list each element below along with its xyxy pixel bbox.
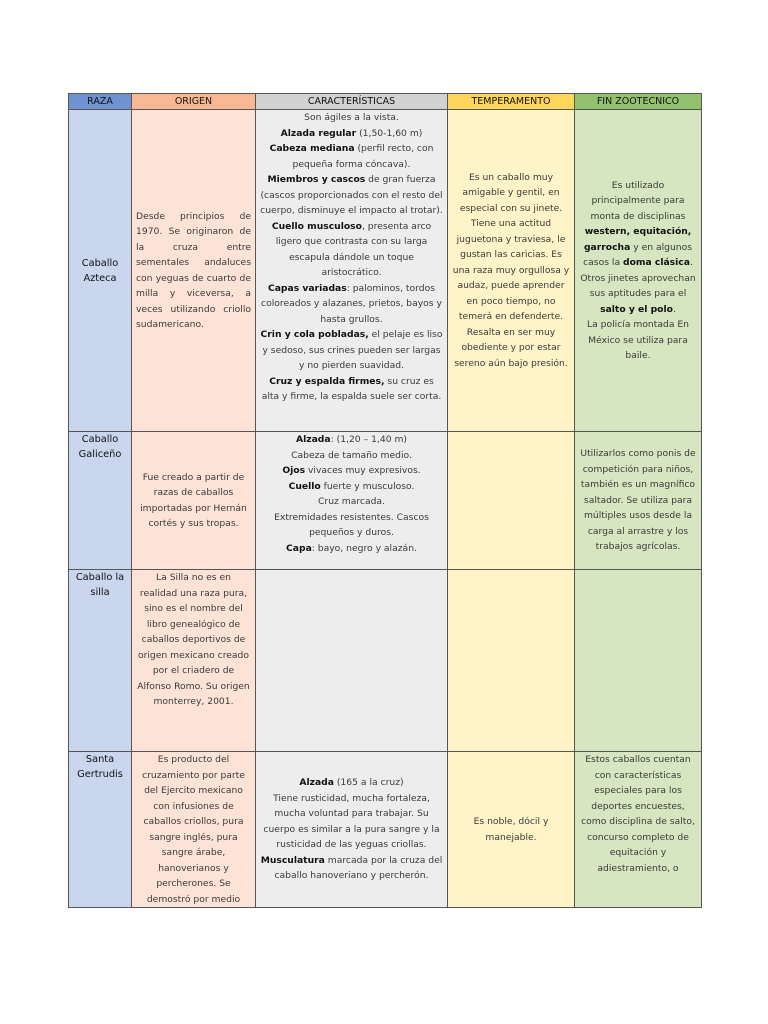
raza-cell [69, 752, 132, 908]
raza-name: Caballo la silla [75, 572, 125, 598]
car-cuello-key: Cuello musculoso [271, 220, 362, 232]
car-alzada-value: (165 a la cruz) [333, 777, 404, 789]
temperamento-cell [448, 570, 575, 752]
table-row [69, 752, 702, 908]
header-raza: RAZA [69, 94, 132, 110]
car-musculatura-value: marcada por la cruza del caballo hanoveriano y percherón. [274, 854, 443, 882]
fin-keyword: western, equitación, garrocha [583, 226, 692, 253]
header-temperamento: TEMPERAMENTO [448, 94, 575, 110]
caracteristicas-cell [256, 570, 448, 752]
car-intro: Son ágiles a la vista. [304, 112, 399, 123]
car-ojos-value: vivaces muy expresivos. [305, 465, 421, 476]
temperamento-cell [448, 752, 575, 908]
raza-cell [69, 432, 132, 570]
origen-text: Es producto del cruzamiento por parte del Ejercito mexicano con infusiones de caballos criollos, pura sangre inglés, pura sangre árabe, hanoverianos y percherones. Se demostró por medio [142, 754, 245, 905]
origen-cell [132, 752, 256, 908]
car-alzada-key: Alzada regular [280, 127, 357, 139]
fin-cell [575, 570, 702, 752]
car-miembros-key: Miembros y cascos [267, 174, 366, 185]
car-extremidades: Extremidades resistentes. Cascos pequeños y duros. [274, 511, 429, 538]
car-cuello-value: fuerte y musculoso. [320, 480, 415, 492]
car-cuello-value: , presenta arco ligero que contrasta con su larga escapula dándole un toque aristocrático. [275, 220, 432, 278]
header-origen: ORIGEN [132, 94, 256, 110]
caracteristicas-cell [256, 752, 448, 908]
car-cuello-key: Cuello [288, 480, 321, 492]
origen-cell [132, 432, 256, 570]
car-capa-value: : bayo, negro y alazán. [311, 542, 417, 554]
car-capa-key: Capa [286, 542, 312, 554]
origen-cell [132, 570, 256, 752]
car-crin-value: el pelaje es liso y sedoso, sus crines pueden ser largas y no pierden suavidad. [262, 329, 443, 371]
car-capas-key: Capas variadas [267, 282, 347, 294]
fin-cell [575, 432, 702, 570]
table-row [69, 110, 702, 432]
car-musculatura-key: Musculatura [260, 854, 325, 866]
header-fin-zootecnico: FIN ZOOTECNICO [575, 94, 702, 110]
car-miembros-value: de gran fuerza (cascos proporcionados con el resto del cuerpo, disminuye el impacto al trotar). [260, 174, 443, 216]
fin-text: Utilizarlos como ponis de competición para niños, también es un magnífico saltador. Se utiliza para múltiples usos desde la carga al arrastre y los trabajos agrícolas. [580, 448, 696, 553]
raza-cell [69, 570, 132, 752]
header-row [69, 94, 702, 110]
car-cruz-key: Cruz y espalda firmes, [269, 375, 385, 387]
fin-text: La policía montada En México se utiliza para baile. [586, 319, 690, 361]
fin-keyword: doma clásica [623, 257, 690, 268]
raza-cell [69, 110, 132, 432]
car-alzada-value: (1,50-1,60 m) [356, 127, 423, 139]
caracteristicas-cell [256, 110, 448, 432]
table-row [69, 570, 702, 752]
origen-cell [132, 110, 256, 432]
temperamento-cell [448, 110, 575, 432]
car-texto: Tiene rusticidad, mucha fortaleza, mucha voluntad para trabajar. Su cuerpo es similar a la pura sangre y la rusticidad de las yeguas criollas. [263, 792, 440, 851]
temperamento-cell [448, 432, 575, 570]
car-crin-key: Crin y cola pobladas, [260, 329, 369, 340]
car-cruz-value: su cruz es alta y firme, la espalda suele ser corta. [261, 375, 442, 402]
car-cruz: Cruz marcada. [318, 496, 385, 507]
fin-text: . [672, 303, 676, 315]
car-alzada-key: Alzada [296, 434, 331, 445]
car-cabeza-key: Cabeza mediana [269, 143, 355, 154]
origen-text: Desde principios de 1970. Se originaron de la cruza entre sementales andaluces con yeguas de cuarto de milla y viceversa, a veces utilizando criollo sudamericano. [136, 210, 251, 330]
car-alzada-key: Alzada [299, 777, 334, 789]
raza-name: Caballo Azteca [81, 257, 119, 284]
fin-text: Es utilizado principalmente para monta de disciplinas [590, 179, 686, 222]
fin-text: y en algunos casos la [583, 241, 693, 268]
raza-name: Caballo Galiceño [78, 434, 122, 460]
car-cabeza: Cabeza de tamaño medio. [291, 449, 412, 461]
car-cabeza-value: (perfil recto, con pequeña forma cóncava). [292, 143, 434, 170]
raza-name: Santa Gertrudis [77, 754, 123, 780]
fin-text: . Otros jinetes aprovechan sus aptitudes para el [580, 257, 696, 299]
temperamento-text: Es noble, dócil y manejable. [473, 816, 549, 843]
fin-keyword: salto y el polo [600, 303, 673, 315]
horse-breeds-table [68, 93, 702, 908]
fin-cell [575, 752, 702, 908]
temperamento-text: Es un caballo muy amigable y gentil, en especial con su jinete. Tiene una actitud juguetona y traviesa, le gustan las caricias. Es una raza muy orgullosa y audaz, puede aprender en poco tiempo, no temerá en defenderte. Resalta en ser muy obediente y por estar sereno aún bajo presión. [452, 171, 570, 369]
car-ojos-key: Ojos [282, 465, 306, 476]
fin-cell [575, 110, 702, 432]
caracteristicas-cell [256, 432, 448, 570]
origen-text: La Silla no es en realidad una raza pura, sino es el nombre del libro genealógico de caballos deportivos de origen mexicano creado por el criadero de Alfonso Romo. Su origen monterrey, 2001. [137, 572, 250, 707]
car-alzada-value: : (1,20 – 1,40 m) [330, 434, 407, 445]
table-row [69, 432, 702, 570]
header-caracteristicas: CARACTERÍSTICAS [256, 94, 448, 110]
origen-text: Fue creado a partir de razas de caballos importadas por Hernán cortés y sus tropas. [140, 471, 247, 529]
car-capas-value: : palominos, tordos coloreados y alazanes, prietos, bayos y hasta grullos. [261, 282, 442, 325]
fin-text: Estos caballos cuentan con características especiales para los deportes encuestes, como disciplina de salto, concurso completo de equitación y adiestramiento, o [581, 754, 695, 874]
